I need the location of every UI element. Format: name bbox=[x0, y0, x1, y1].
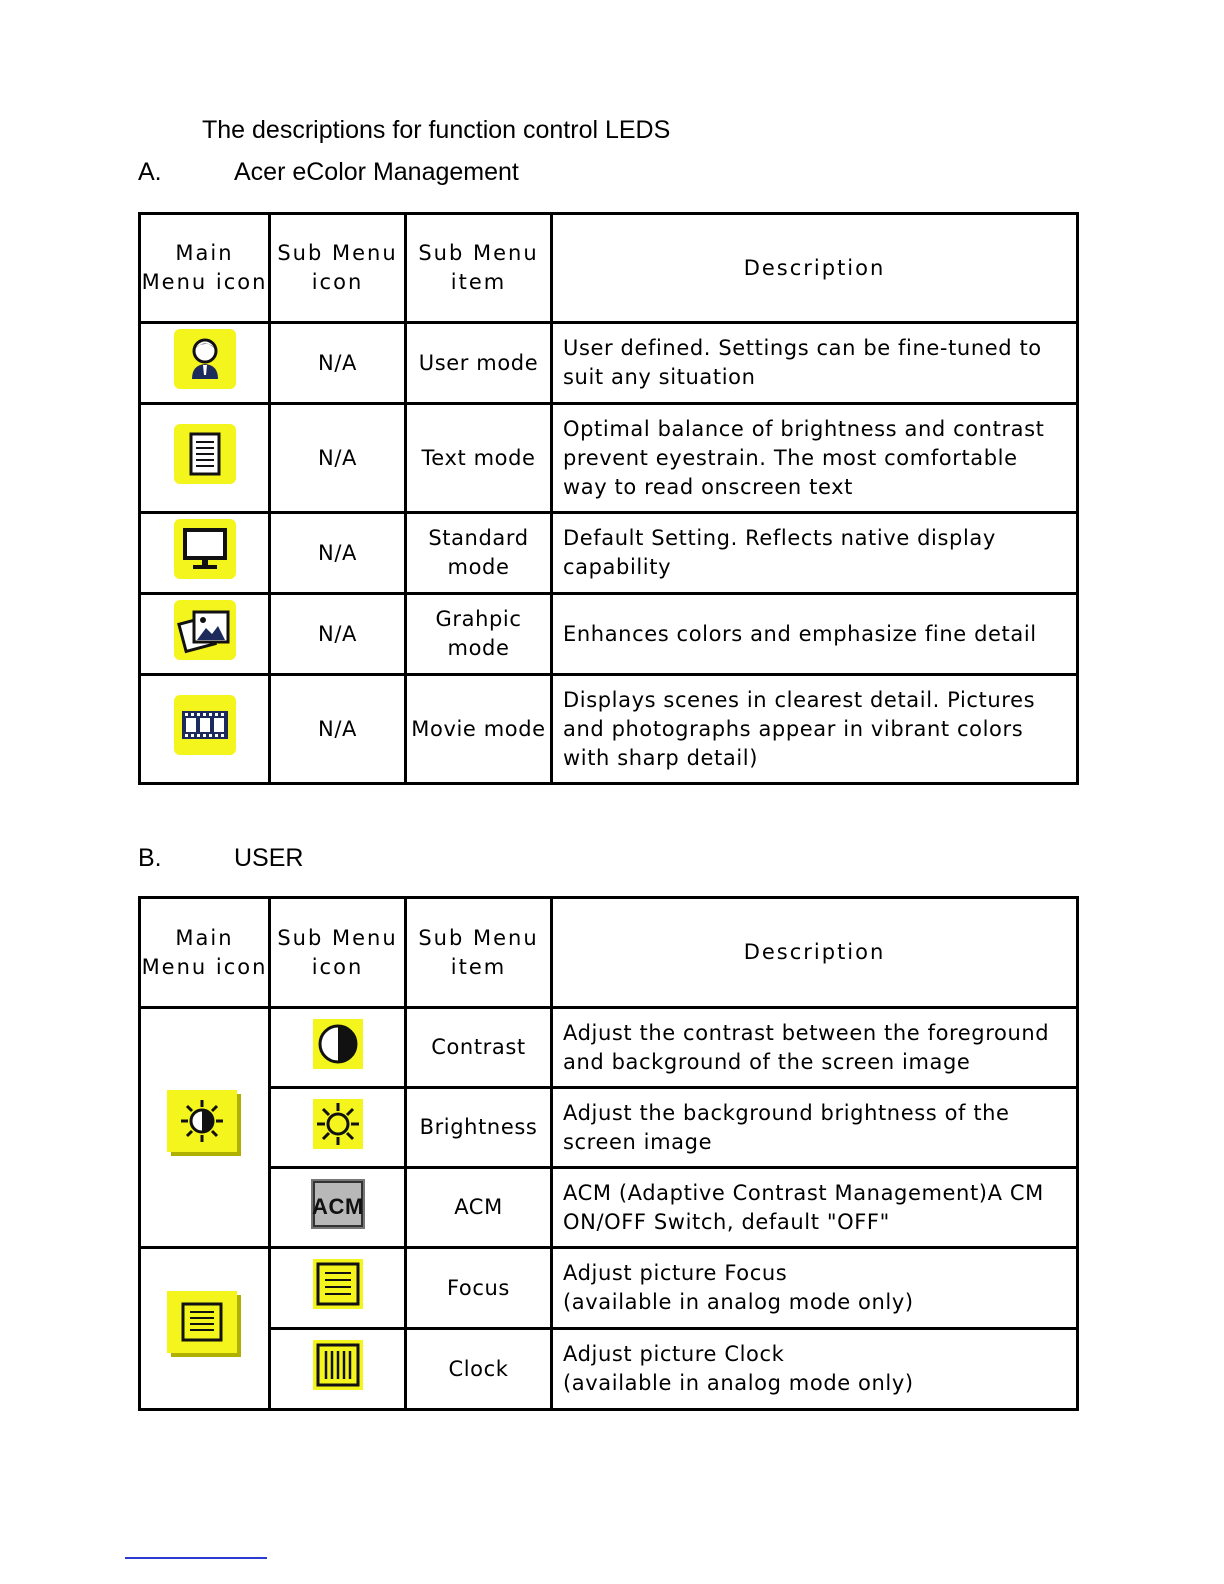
description-cell: Optimal balance of brightness and contrast prevent eyestrain. The most comfortable way to read onscreen text bbox=[552, 404, 1078, 513]
description-line: (available in analog mode only) bbox=[563, 1290, 914, 1314]
contrast-icon bbox=[313, 1019, 363, 1077]
header-sub-menu-item: Sub Menu item bbox=[406, 898, 552, 1008]
header-main-menu-icon: Main Menu icon bbox=[140, 214, 270, 323]
focus-icon bbox=[313, 1259, 363, 1317]
sub-icon-cell: N/A bbox=[270, 675, 406, 784]
description-cell: Enhances colors and emphasize fine detail bbox=[552, 594, 1078, 675]
table-row bbox=[140, 1008, 1078, 1088]
acm-icon-label: ACM bbox=[311, 1193, 364, 1219]
sub-item-cell: Focus bbox=[406, 1248, 552, 1329]
sub-item-cell: Clock bbox=[406, 1329, 552, 1410]
footnote-separator bbox=[125, 1557, 267, 1559]
brightness-icon bbox=[313, 1099, 363, 1157]
sub-item-cell: Movie mode bbox=[406, 675, 552, 784]
description-line: Adjust picture Clock bbox=[563, 1342, 785, 1366]
sub-item-cell: Contrast bbox=[406, 1008, 552, 1088]
description-cell bbox=[552, 1248, 1078, 1329]
sub-icon-cell: N/A bbox=[270, 513, 406, 594]
table-row bbox=[140, 404, 1078, 513]
header-sub-menu-item: Sub Menu item bbox=[406, 214, 552, 323]
table-row bbox=[140, 1168, 1078, 1248]
sub-item-cell: Text mode bbox=[406, 404, 552, 513]
description-cell: Displays scenes in clearest detail. Pictures and photographs appear in vibrant colors with sharp detail) bbox=[552, 675, 1078, 784]
graphic-mode-icon bbox=[174, 600, 236, 668]
section-b-letter: B. bbox=[138, 844, 162, 872]
picture-icon bbox=[167, 1291, 243, 1367]
header-sub-menu-icon: Sub Menu icon bbox=[270, 214, 406, 323]
description-cell: User defined. Settings can be fine-tuned to suit any situation bbox=[552, 323, 1078, 404]
table-row bbox=[140, 1329, 1078, 1410]
sub-item-cell: User mode bbox=[406, 323, 552, 404]
header-sub-menu-icon: Sub Menu icon bbox=[270, 898, 406, 1008]
header-description: Description bbox=[552, 214, 1078, 323]
table-row bbox=[140, 594, 1078, 675]
table-row bbox=[140, 1248, 1078, 1329]
ecolor-table bbox=[138, 212, 1079, 785]
table-row bbox=[140, 675, 1078, 784]
description-cell: Default Setting. Reflects native display capability bbox=[552, 513, 1078, 594]
acm-icon bbox=[311, 1179, 365, 1237]
description-cell: Adjust the contrast between the foreground and background of the screen image bbox=[552, 1008, 1078, 1088]
description-cell: Adjust the background brightness of the screen image bbox=[552, 1088, 1078, 1168]
table-row bbox=[140, 513, 1078, 594]
standard-mode-icon bbox=[174, 519, 236, 587]
text-mode-icon bbox=[174, 424, 236, 492]
sub-icon-cell: N/A bbox=[270, 323, 406, 404]
section-a-letter: A. bbox=[138, 158, 162, 186]
user-table bbox=[138, 896, 1079, 1411]
description-line: Adjust picture Focus bbox=[563, 1261, 788, 1285]
intro-heading: The descriptions for function control LEDS bbox=[202, 116, 671, 144]
table-row bbox=[140, 1088, 1078, 1168]
table-row bbox=[140, 323, 1078, 404]
sub-item-cell: Grahpic mode bbox=[406, 594, 552, 675]
sub-item-cell: Brightness bbox=[406, 1088, 552, 1168]
sub-item-cell: Standard mode bbox=[406, 513, 552, 594]
sub-icon-cell: N/A bbox=[270, 594, 406, 675]
description-cell bbox=[552, 1329, 1078, 1410]
section-a-title: Acer eColor Management bbox=[234, 158, 519, 186]
clock-icon bbox=[313, 1340, 363, 1398]
user-mode-icon bbox=[174, 329, 236, 397]
sub-icon-cell: N/A bbox=[270, 404, 406, 513]
section-b-title: USER bbox=[234, 844, 304, 872]
movie-mode-icon bbox=[174, 695, 236, 763]
description-line: (available in analog mode only) bbox=[563, 1371, 914, 1395]
sub-item-cell: ACM bbox=[406, 1168, 552, 1248]
header-description: Description bbox=[552, 898, 1078, 1008]
header-main-menu-icon: Main Menu icon bbox=[140, 898, 270, 1008]
description-cell: ACM (Adaptive Contrast Management)A CM ON/OFF Switch, default "OFF" bbox=[552, 1168, 1078, 1248]
brightness-contrast-icon bbox=[167, 1090, 243, 1166]
